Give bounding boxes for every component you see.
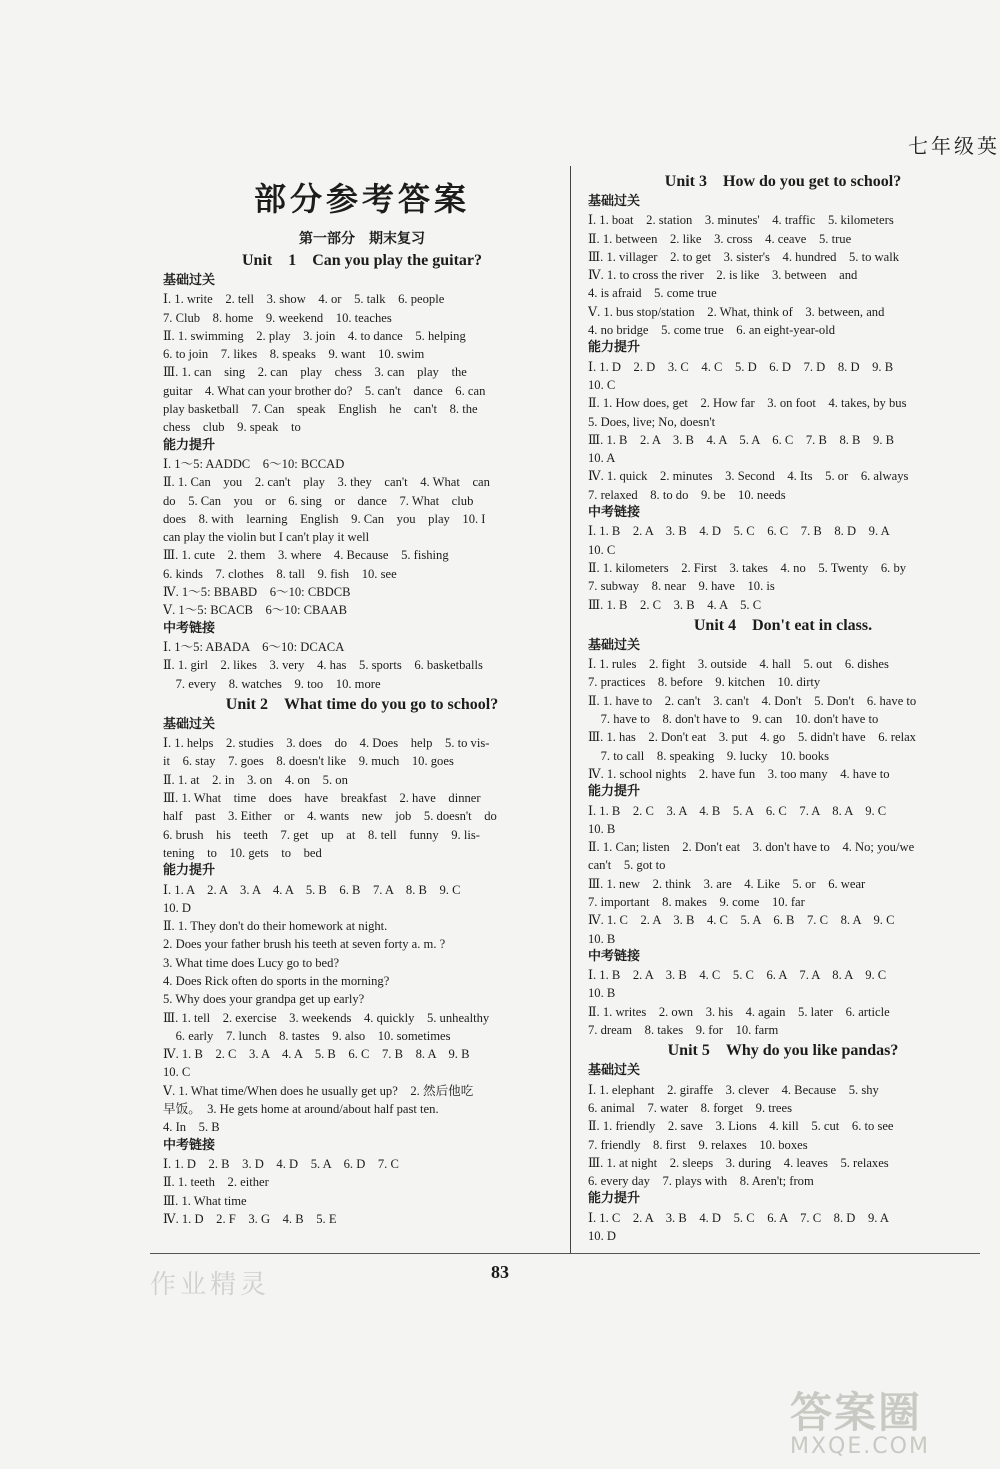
answer-line: Ⅳ. 1. B 2. C 3. A 4. A 5. B 6. C 7. B 8. A 9. B	[163, 1047, 470, 1062]
answer-line: 2. Does your father brush his teeth at seven forty a. m. ?	[163, 937, 446, 952]
answer-line: play basketball 7. Can speak English he can't 8. the	[163, 402, 478, 417]
answer-line: 6. kinds 7. clothes 8. tall 9. fish 10. see	[163, 566, 397, 581]
section: 中考链接	[588, 505, 641, 521]
answer-line: Ⅱ. 1. have to 2. can't 3. can't 4. Don't 5. Don't 6. have to	[588, 693, 917, 708]
answer-line: tening to 10. gets to bed	[163, 845, 322, 860]
unit-title: Unit 5 Why do you like pandas?	[667, 1042, 899, 1060]
watermark-logo	[790, 1380, 990, 1460]
page-number: 83	[491, 1262, 509, 1282]
answer-line: do 5. Can you or 6. sing or dance 7. What club	[163, 493, 474, 508]
answer-line: 3. What time does Lucy go to bed?	[163, 955, 340, 970]
answer-line: Ⅱ. 1. at 2. in 3. on 4. on 5. on	[163, 772, 348, 787]
answer-line: 7. subway 8. near 9. have 10. is	[588, 579, 775, 594]
section: 基础过关	[588, 637, 641, 653]
answer-line: 早饭。 3. He gets home at around/about half past ten.	[163, 1102, 439, 1117]
section: 能力提升	[588, 1191, 641, 1207]
section: 能力提升	[163, 437, 216, 453]
answer-line: 10. B	[588, 931, 616, 946]
answer-line: Ⅰ. 1. D 2. D 3. C 4. C 5. D 6. D 7. D 8. D 9. B	[588, 359, 894, 374]
answer-line: Ⅱ. 1. girl 2. likes 3. very 4. has 5. sports 6. basketballs	[163, 658, 483, 673]
answer-line: Ⅳ. 1. to cross the river 2. is like 3. between and	[588, 268, 858, 283]
answer-line: can't 5. got to	[588, 858, 666, 873]
section: 能力提升	[588, 340, 641, 356]
answer-line: 6. animal 7. water 8. forget 9. trees	[588, 1100, 793, 1115]
section: 基础过关	[163, 716, 216, 732]
answer-line: half past 3. Either or 4. wants new job 5. doesn't do	[163, 809, 497, 824]
answer-line: Ⅰ. 1. boat 2. station 3. minutes' 4. traffic 5. kilometers	[588, 213, 894, 228]
answer-line: 10. B	[588, 821, 616, 836]
unit-title: Unit 3 How do you get to school?	[664, 173, 902, 190]
section: 中考链接	[163, 620, 216, 636]
answer-line: Ⅰ. 1. B 2. C 3. A 4. B 5. A 6. C 7. A 8. A 9. C	[588, 803, 887, 818]
unit-title: Unit 2 What time do you go to school?	[225, 695, 499, 713]
section: 能力提升	[163, 863, 216, 879]
answer-line: Ⅳ. 1. quick 2. minutes 3. Second 4. Its 5. or 6. always	[588, 469, 909, 484]
answer-line: Ⅳ. 1. school nights 2. have fun 3. too many 4. have to	[588, 766, 890, 781]
answer-line: Ⅲ. 1. What time	[163, 1193, 247, 1208]
answer-line: 7. relaxed 8. to do 9. be 10. needs	[588, 487, 786, 502]
answer-line: Ⅴ. 1. What time/When does he usually get up? 2. 然后他吃	[163, 1083, 474, 1098]
answer-line: Ⅱ. 1. Can; listen 2. Don't eat 3. don't have to 4. No; you/we	[588, 840, 915, 855]
answer-line: 10. D	[588, 1229, 616, 1244]
answer-line: 10. B	[588, 986, 616, 1001]
answer-line: Ⅲ. 1. at night 2. sleeps 3. during 4. leaves 5. relaxes	[588, 1155, 889, 1170]
section: 中考链接	[163, 1137, 216, 1153]
answer-line: can play the violin but I can't play it well	[163, 530, 370, 545]
answer-line: Ⅱ. 1. friendly 2. save 3. Lions 4. kill 5. cut 6. to see	[588, 1119, 894, 1134]
answer-line: 10. C	[163, 1065, 191, 1080]
answer-line: Ⅰ. 1～5: ABADA 6～10: DCACA	[163, 639, 345, 654]
footer-rule	[150, 1253, 980, 1254]
answer-line: Ⅰ. 1. helps 2. studies 3. does do 4. Does help 5. to vis-	[163, 736, 490, 751]
watermark-url: MXQE.COM	[790, 1434, 930, 1459]
answer-line: 7. dream 8. takes 9. for 10. farm	[588, 1023, 779, 1038]
answer-line: 7. to call 8. speaking 9. lucky 10. books	[588, 748, 830, 763]
answer-line: Ⅰ. 1. B 2. A 3. B 4. C 5. C 6. A 7. A 8. A 9. C	[588, 968, 887, 983]
answer-line: Ⅲ. 1. can sing 2. can play chess 3. can play the	[163, 365, 467, 380]
section: 中考链接	[588, 948, 641, 964]
answer-line: Ⅰ. 1. rules 2. fight 3. outside 4. hall 5. out 6. dishes	[588, 657, 889, 672]
answer-line: 4. In 5. B	[163, 1120, 220, 1135]
answer-line: Ⅳ. 1. C 2. A 3. B 4. C 5. A 6. B 7. C 8. A 9. C	[588, 913, 895, 928]
answer-line: Ⅰ. 1～5: AADDC 6～10: BCCAD	[163, 456, 345, 471]
answer-line: 7. every 8. watches 9. too 10. more	[163, 676, 381, 691]
watermark-logo-text: 答案圈	[790, 1388, 923, 1437]
answer-line: 7. practices 8. before 9. kitchen 10. dirty	[588, 675, 821, 690]
answer-column-left	[163, 175, 561, 1228]
answer-line: Ⅲ. 1. cute 2. them 3. where 4. Because 5. fishing	[163, 548, 449, 563]
section: 基础过关	[588, 194, 641, 209]
answer-line: Ⅰ. 1. A 2. A 3. A 4. A 5. B 6. B 7. A 8. B 9. C	[163, 882, 461, 897]
answer-line: Ⅱ. 1. How does, get 2. How far 3. on foot 4. takes, by bus	[588, 396, 907, 411]
unit-title: Unit 1 Can you play the guitar?	[241, 252, 483, 269]
answer-line: 6. early 7. lunch 8. tastes 9. also 10. sometimes	[163, 1028, 451, 1043]
answer-line: chess club 9. speak to	[163, 420, 301, 435]
answer-line: Ⅲ. 1. What time does have breakfast 2. have dinner	[163, 791, 481, 806]
answer-line: 7. important 8. makes 9. come 10. far	[588, 894, 805, 909]
section: 基础过关	[163, 273, 216, 288]
answer-line: Ⅲ. 1. B 2. A 3. B 4. A 5. A 6. C 7. B 8. B 9. B	[588, 432, 895, 447]
answer-line: 10. C	[588, 542, 616, 557]
answer-line: 6. brush his teeth 7. get up at 8. tell funny 9. lis-	[163, 827, 480, 842]
answer-line: Ⅲ. 1. new 2. think 3. are 4. Like 5. or 6. wear	[588, 876, 866, 891]
answer-line: Ⅱ. 1. kilometers 2. First 3. takes 4. no 5. Twenty 6. by	[588, 560, 907, 575]
answer-line: 7. friendly 8. first 9. relaxes 10. boxes	[588, 1137, 808, 1152]
answer-line: Ⅱ. 1. teeth 2. either	[163, 1175, 269, 1190]
answer-line: Ⅱ. 1. They don't do their homework at night.	[163, 919, 388, 934]
answer-line: Ⅱ. 1. writes 2. own 3. his 4. again 5. later 6. article	[588, 1004, 890, 1019]
grade-label: 七年级英	[908, 136, 1000, 158]
answer-line: Ⅰ. 1. write 2. tell 3. show 4. or 5. talk 6. people	[163, 292, 445, 307]
answer-line: Ⅲ. 1. has 2. Don't eat 3. put 4. go 5. didn't have 6. relax	[588, 730, 916, 745]
part-title: 第一部分 期末复习	[299, 231, 425, 247]
answer-line: Ⅲ. 1. tell 2. exercise 3. weekends 4. quickly 5. unhealthy	[163, 1010, 490, 1025]
column-divider	[570, 166, 571, 1254]
answer-line: Ⅳ. 1. D 2. F 3. G 4. B 5. E	[163, 1211, 337, 1226]
section: 能力提升	[588, 784, 641, 800]
answer-line: 10. A	[588, 451, 616, 466]
answer-line: 4. is afraid 5. come true	[588, 286, 717, 301]
answer-line: Ⅴ. 1. bus stop/station 2. What, think of 3. between, and	[588, 304, 885, 319]
answer-line: Ⅰ. 1. elephant 2. giraffe 3. clever 4. Because 5. shy	[588, 1082, 879, 1097]
section: 基础过关	[588, 1063, 641, 1079]
answer-line: Ⅳ. 1～5: BBABD 6～10: CBDCB	[163, 585, 351, 600]
unit-title: Unit 4 Don't eat in class.	[693, 616, 873, 634]
answer-line: 6. every day 7. plays with 8. Aren't; from	[588, 1174, 814, 1189]
answer-line: 6. to join 7. likes 8. speaks 9. want 10. swim	[163, 347, 425, 362]
answer-line: Ⅲ. 1. B 2. C 3. B 4. A 5. C	[588, 597, 762, 612]
answer-line: Ⅴ. 1～5: BCACB 6～10: CBAAB	[163, 603, 348, 618]
answer-line: 5. Does, live; No, doesn't	[588, 414, 716, 429]
answer-line: 7. have to 8. don't have to 9. can 10. don't have to	[588, 712, 879, 727]
watermark-left: 作业精灵	[150, 1270, 271, 1300]
answer-line: 10. C	[588, 377, 616, 392]
answer-line: 10. D	[163, 900, 191, 915]
answer-line: does 8. with learning English 9. Can you play 10. I	[163, 511, 486, 526]
answer-line: guitar 4. What can your brother do? 5. can't dance 6. can	[163, 383, 486, 398]
answer-line: Ⅰ. 1. B 2. A 3. B 4. D 5. C 6. C 7. B 8. D 9. A	[588, 524, 890, 539]
main-title: 部分参考答案	[253, 180, 470, 218]
answer-line: Ⅱ. 1. between 2. like 3. cross 4. ceave 5. true	[588, 231, 852, 246]
answer-line: 5. Why does your grandpa get up early?	[163, 992, 365, 1007]
answer-line: 7. Club 8. home 9. weekend 10. teaches	[163, 310, 392, 325]
answer-line: 4. no bridge 5. come true 6. an eight-year-old	[588, 323, 835, 338]
answer-line: Ⅱ. 1. swimming 2. play 3. join 4. to dance 5. helping	[163, 328, 466, 343]
answer-line: Ⅱ. 1. Can you 2. can't play 3. they can't 4. What can	[163, 475, 490, 490]
answer-line: it 6. stay 7. goes 8. doesn't like 9. much 10. goes	[163, 754, 454, 769]
answer-line: Ⅰ. 1. C 2. A 3. B 4. D 5. C 6. A 7. C 8. D 9. A	[588, 1210, 889, 1225]
answer-line: Ⅰ. 1. D 2. B 3. D 4. D 5. A 6. D 7. C	[163, 1156, 399, 1171]
answer-line: Ⅲ. 1. villager 2. to get 3. sister's 4. hundred 5. to walk	[588, 249, 900, 264]
answer-line: 4. Does Rick often do sports in the morning?	[163, 973, 390, 988]
answer-column-right	[588, 170, 978, 1245]
